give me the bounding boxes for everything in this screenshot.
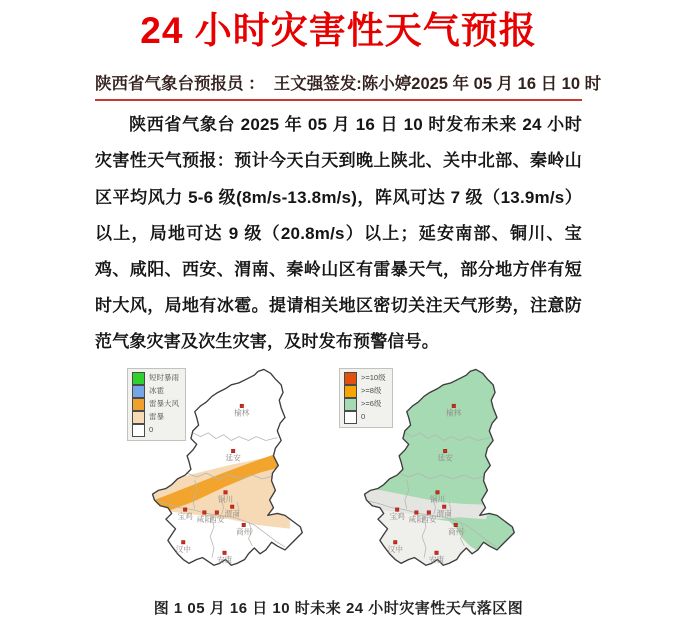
city-marker <box>240 404 243 407</box>
forecaster-label: 预报员 ： <box>194 75 265 94</box>
city-marker <box>230 505 233 508</box>
forecast-body: 陕西省气象台 2025 年 05 月 16 日 10 时发布未来 24 小时灾害性天气预报：预计今天白天到晚上陕北、关中北部、秦岭山区平均风力 5-6 级(8m/s-13.8m/s)，阵风可达 7 级（13.9m/s）以上，局地可达 9 级（20.8m/s）以上；延安南部、铜川、宝鸡、咸阳、西安、渭南、秦岭山区有雷暴天气，部分地方伴有短时大风，局地有冰雹。提请相关地区密切关注天气形势，注意防范气象灾害及次生灾害，及时发布预警信号。 <box>95 115 582 352</box>
forecast-document <box>95 8 602 618</box>
city-marker <box>215 510 218 513</box>
city-marker <box>395 508 398 511</box>
city-label: 咸阳 <box>196 514 213 524</box>
city-marker <box>203 510 206 513</box>
city-label: 安康 <box>216 555 233 565</box>
red-divider <box>95 99 582 101</box>
city-label: 榆林 <box>234 408 250 418</box>
city-label: 延安 <box>437 453 453 463</box>
legend-label: 0 <box>149 425 154 435</box>
city-label: 咸阳 <box>408 514 425 524</box>
legend-swatch <box>132 411 145 424</box>
city-label: 商州 <box>448 527 464 537</box>
issuer <box>323 70 411 94</box>
issue-datetime: 2025 年 05 月 16 日 10 时 <box>411 75 602 94</box>
city-marker <box>442 505 445 508</box>
city-label: 宝鸡 <box>389 511 405 521</box>
legend-item <box>132 424 179 437</box>
city-marker <box>443 449 446 452</box>
legend-item <box>132 372 179 385</box>
legend-item <box>132 411 179 424</box>
city-marker <box>394 540 397 543</box>
map-thunderstorm <box>125 363 337 589</box>
city-marker <box>452 404 455 407</box>
meta-line <box>95 70 602 99</box>
city-marker <box>242 523 245 526</box>
legend-item <box>344 398 386 411</box>
issuer-name: 陈小婷 <box>361 75 412 94</box>
legend-item <box>344 411 386 424</box>
city-label: 安康 <box>428 555 445 565</box>
city-label: 渭南 <box>436 508 452 518</box>
city-label: 铜川 <box>217 494 234 504</box>
city-label: 铜川 <box>429 494 446 504</box>
station-name: 陕西省气象台 <box>95 75 194 94</box>
legend-item <box>132 385 179 398</box>
legend-swatch <box>132 385 145 398</box>
legend-swatch <box>132 372 145 385</box>
city-label: 渭南 <box>224 508 240 518</box>
city-marker <box>182 540 185 543</box>
city-label: 榆林 <box>446 408 462 418</box>
city-marker <box>231 449 234 452</box>
city-marker <box>454 523 457 526</box>
city-marker <box>436 490 439 493</box>
city-label: 西安 <box>209 514 225 524</box>
legend-item <box>344 385 386 398</box>
city-label: 西安 <box>421 514 437 524</box>
legend-swatch <box>132 424 145 437</box>
legend-label: 雷暴 <box>149 412 164 422</box>
city-label: 延安 <box>225 453 241 463</box>
city-marker <box>415 510 418 513</box>
city-marker <box>427 510 430 513</box>
legend-wind <box>339 368 393 428</box>
legend-thunderstorm <box>127 368 186 441</box>
legend-swatch <box>344 372 357 385</box>
legend-label: 冰雹 <box>149 386 164 396</box>
legend-label: 0 <box>361 412 366 422</box>
legend-label: >=6级 <box>361 399 382 409</box>
legend-label: 雷暴大风 <box>149 399 179 409</box>
legend-swatch <box>132 398 145 411</box>
legend-label: >=10级 <box>361 373 386 383</box>
city-label: 汉中 <box>175 544 191 554</box>
issuer-label: 签发: <box>323 75 362 94</box>
city-label: 宝鸡 <box>177 511 193 521</box>
legend-swatch <box>344 398 357 411</box>
figure-maps <box>125 363 582 589</box>
page-title: 24 小时灾害性天气预报 <box>140 10 537 51</box>
city-marker <box>223 551 226 554</box>
legend-item <box>132 398 179 411</box>
forecaster <box>194 70 323 94</box>
legend-label: >=8级 <box>361 386 382 396</box>
forecaster-name: 王文强 <box>273 75 324 94</box>
map-wind <box>337 363 549 589</box>
city-marker <box>224 490 227 493</box>
city-marker <box>183 508 186 511</box>
city-label: 汉中 <box>387 544 403 554</box>
figure-caption: 图 1 05 月 16 日 10 时未来 24 小时灾害性天气落区图 <box>153 599 524 617</box>
city-label: 商州 <box>236 527 252 537</box>
legend-label: 短时暴雨 <box>149 373 179 383</box>
legend-item <box>344 372 386 385</box>
city-marker <box>435 551 438 554</box>
legend-swatch <box>344 385 357 398</box>
legend-swatch <box>344 411 357 424</box>
